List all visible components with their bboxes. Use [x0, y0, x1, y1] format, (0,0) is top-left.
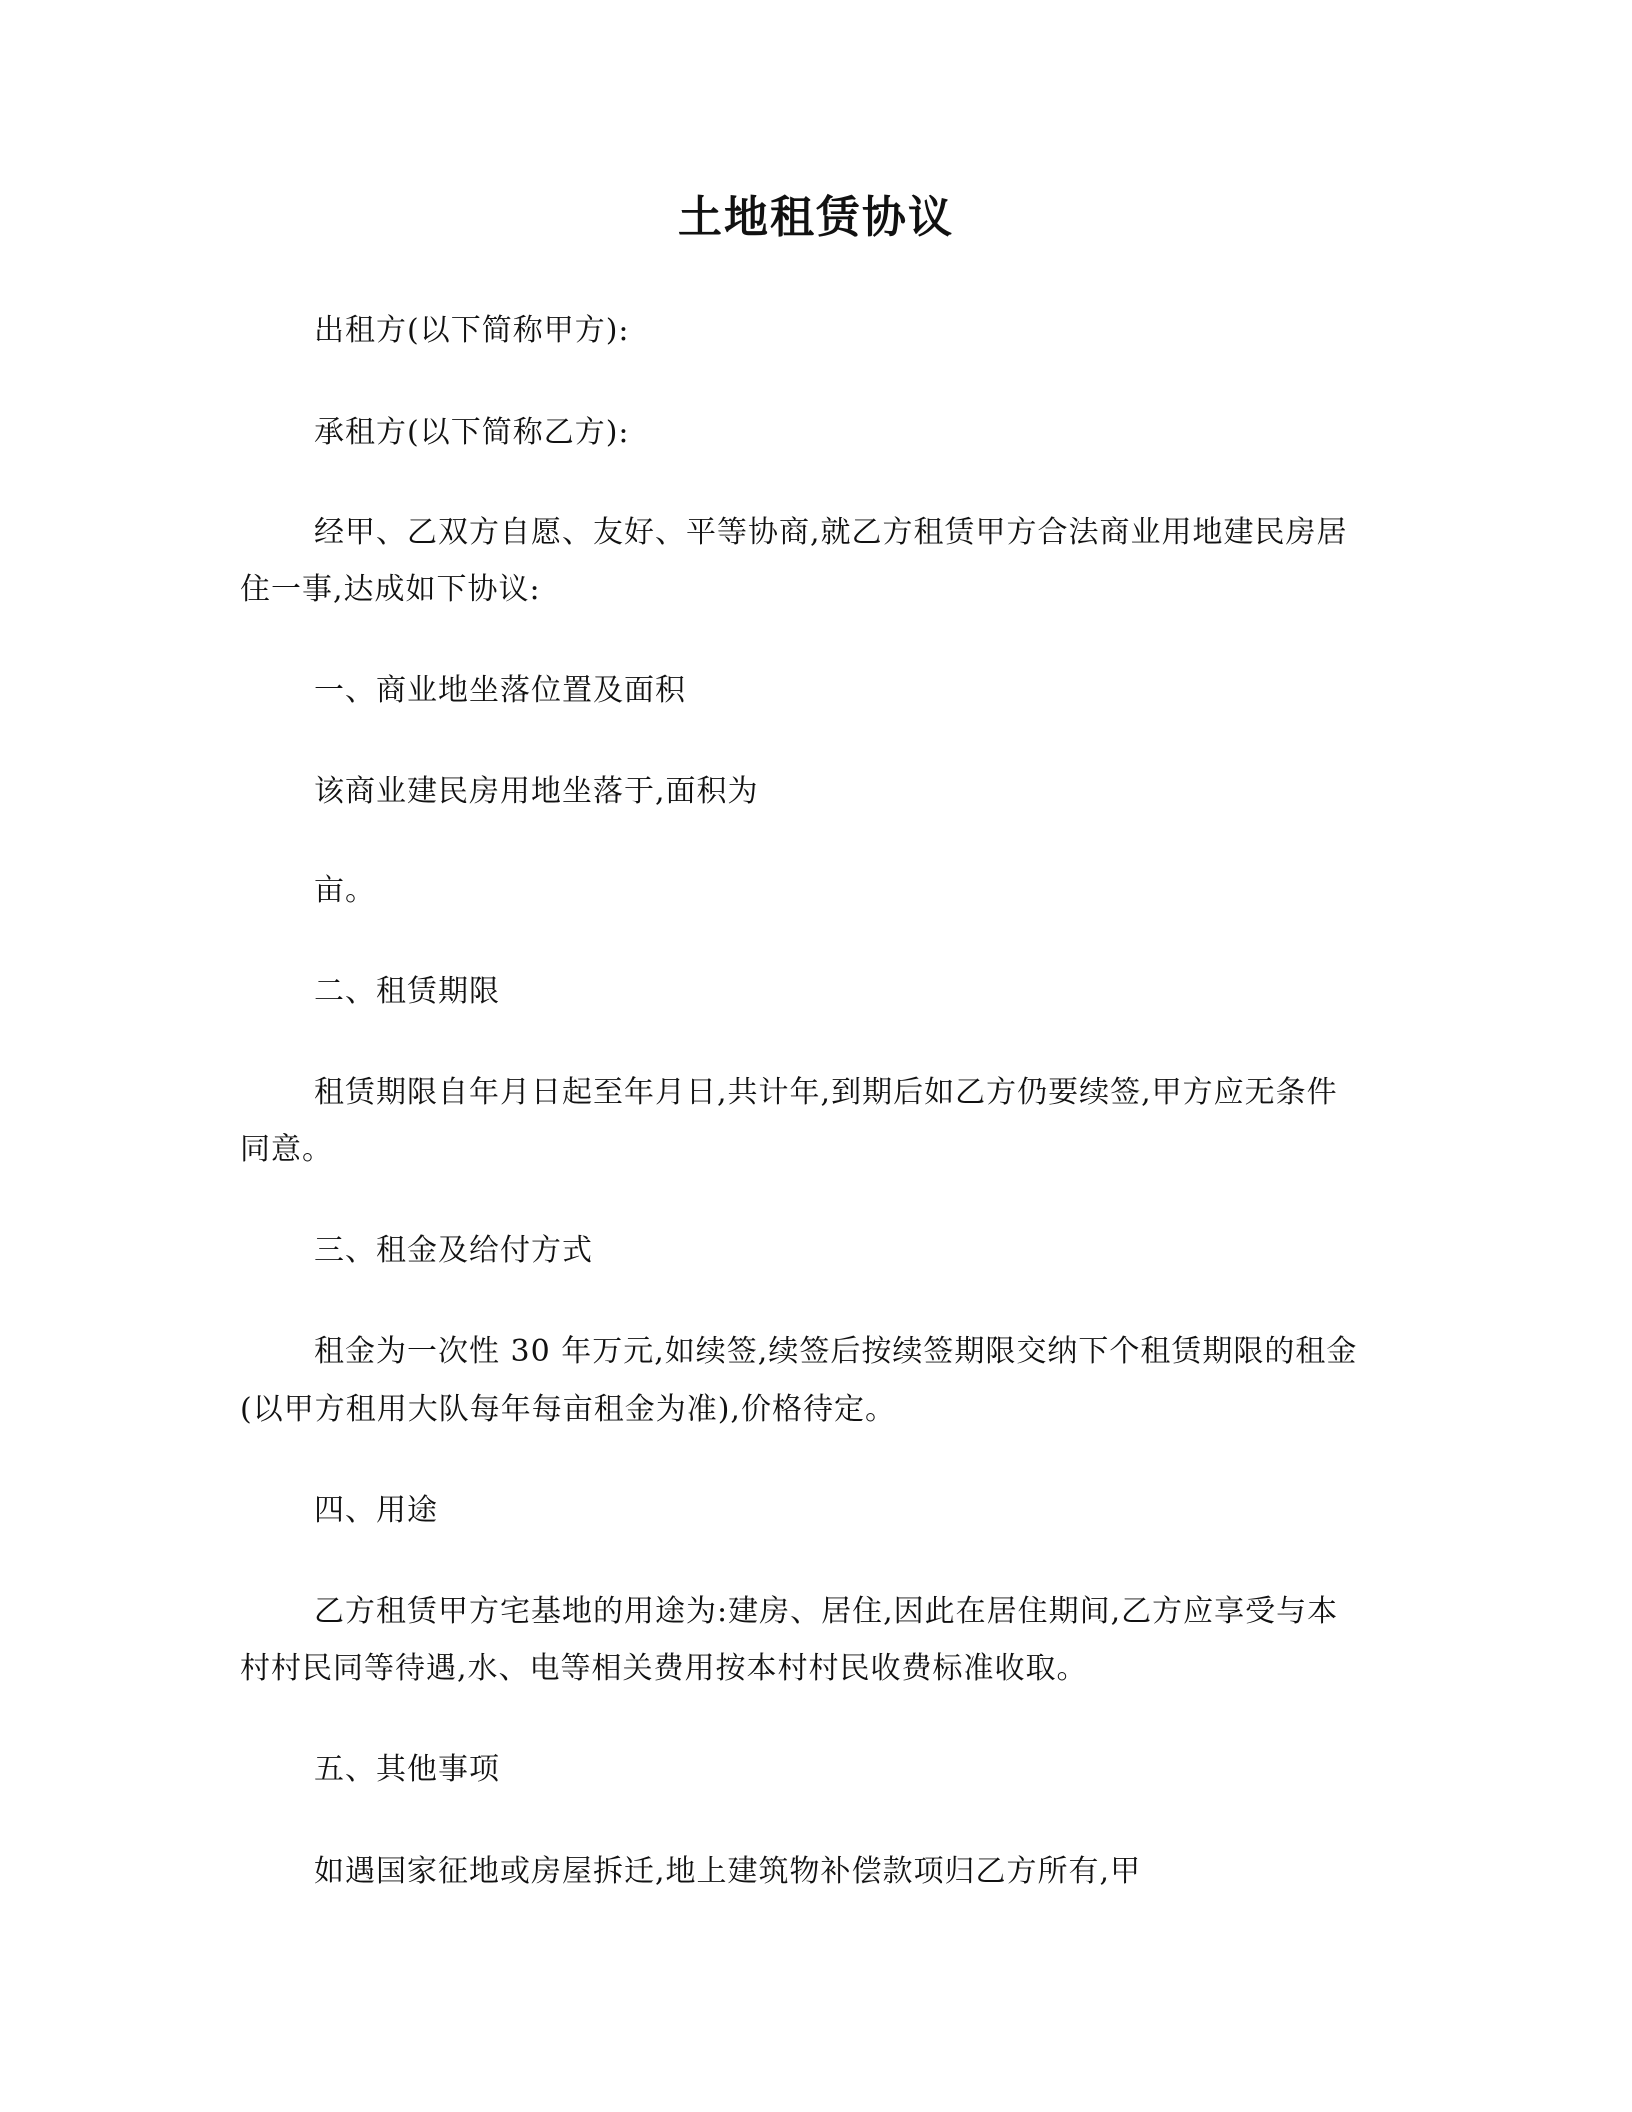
lessee-line: 承租方(以下简称乙方): [314, 415, 630, 450]
section-2-body-line-2: 同意。 [240, 1132, 333, 1167]
document-title: 土地租赁协议 [678, 192, 954, 243]
section-5-heading: 五、其他事项 [314, 1752, 500, 1787]
section-3-heading: 三、租金及给付方式 [314, 1233, 593, 1268]
section-4-heading: 四、用途 [314, 1493, 438, 1528]
section-1-body-line-1: 该商业建民房用地坐落于,面积为 [314, 774, 759, 809]
section-4-body-line-1: 乙方租赁甲方宅基地的用途为:建房、居住,因此在居住期间,乙方应享受与本 [314, 1594, 1339, 1629]
section-3-body-line-1: 租金为一次性 30 年万元,如续签,续签后按续签期限交纳下个租赁期限的租金 [314, 1334, 1358, 1369]
lessor-line: 出租方(以下简称甲方): [314, 313, 630, 348]
preamble-line-2: 住一事,达成如下协议: [240, 572, 541, 607]
section-1-heading: 一、商业地坐落位置及面积 [314, 673, 686, 708]
section-5-body-line-1: 如遇国家征地或房屋拆迁,地上建筑物补偿款项归乙方所有,甲 [314, 1854, 1142, 1889]
section-3-body-line-2: (以甲方租用大队每年每亩租金为准),价格待定。 [240, 1392, 896, 1427]
section-1-body-line-2: 亩。 [314, 873, 376, 908]
section-4-body-line-2: 村村民同等待遇,水、电等相关费用按本村村民收费标准收取。 [240, 1651, 1088, 1686]
section-2-heading: 二、租赁期限 [314, 974, 500, 1009]
preamble-line-1: 经甲、乙双方自愿、友好、平等协商,就乙方租赁甲方合法商业用地建民房居 [314, 515, 1348, 550]
section-2-body-line-1: 租赁期限自年月日起至年月日,共计年,到期后如乙方仍要续签,甲方应无条件 [314, 1075, 1338, 1110]
